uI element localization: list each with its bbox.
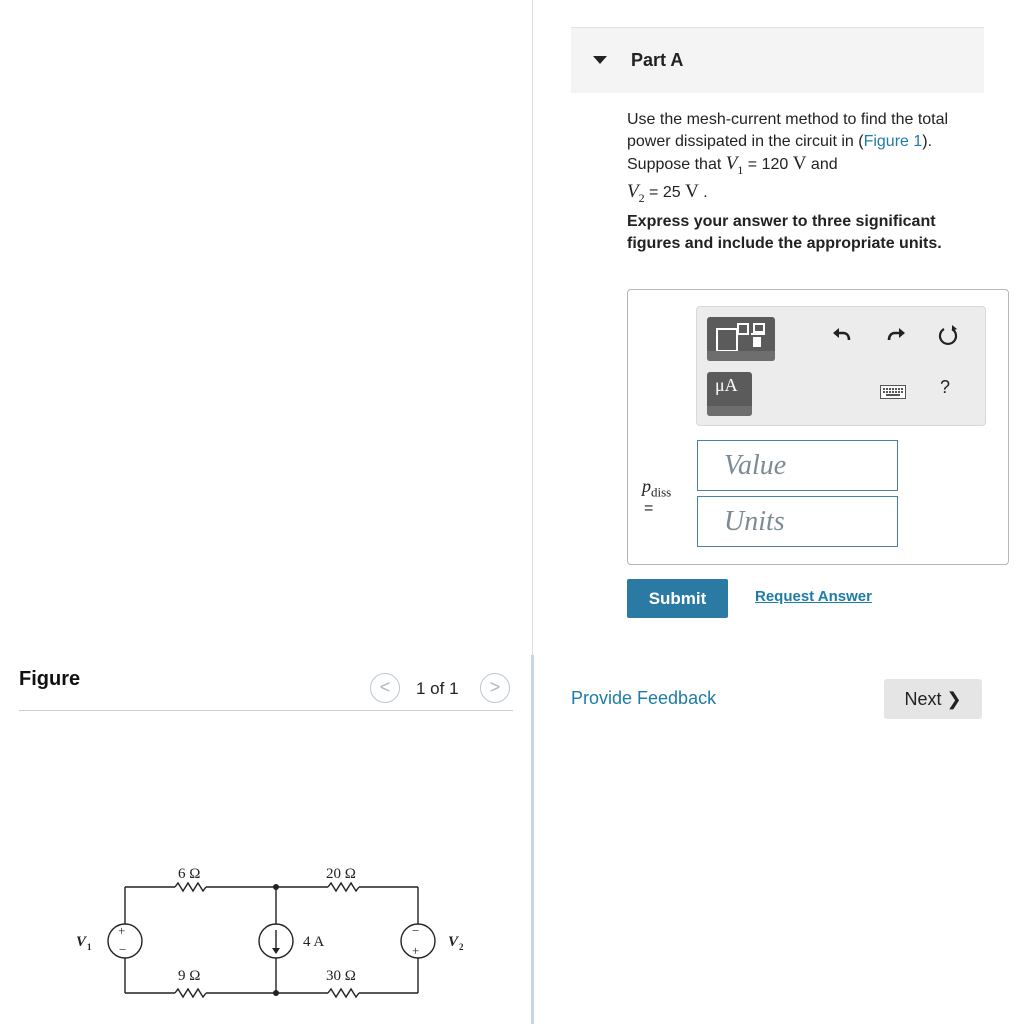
equals-sign: = <box>644 500 654 517</box>
panel-divider <box>532 0 533 655</box>
resistor-6-ohm-label: 6 Ω <box>178 866 201 882</box>
figure-divider <box>19 710 513 711</box>
part-a-header[interactable] <box>571 27 984 93</box>
v2-plus-sign: + <box>412 943 420 958</box>
next-button[interactable]: Next ❯ <box>884 679 982 719</box>
undo-icon[interactable] <box>830 323 854 347</box>
figure-counter: 1 of 1 <box>416 679 459 698</box>
variable-label: $p_{diss}$ <box>642 476 672 500</box>
v1-minus-sign: − <box>119 942 127 957</box>
v1-label: V <box>76 934 87 950</box>
help-button[interactable]: ? <box>940 377 951 397</box>
question-text: Use the mesh-current method to find the total power dissipated in the circuit in (Figure 1). Suppose that $V_1 = 120$ V and $V_2 = 25$ V . <box>627 111 949 205</box>
template-icon <box>716 328 738 352</box>
resistor-20-ohm-label: 20 Ω <box>326 866 356 882</box>
caret-down-icon[interactable] <box>593 56 607 64</box>
instruction-text: Express your answer to three significant figures and include the appropriate units. <box>627 213 942 252</box>
part-title: Part A <box>631 50 684 70</box>
submit-button[interactable]: Submit <box>627 579 728 618</box>
current-source-label: 4 A <box>303 934 325 950</box>
resistor-9-ohm-label: 9 Ω <box>178 968 201 984</box>
v1-sub: 1 <box>87 942 92 952</box>
resistor-30-ohm-label: 30 Ω <box>326 968 356 984</box>
v2-minus-sign: − <box>412 923 420 938</box>
reset-icon[interactable] <box>936 323 960 347</box>
value-input[interactable]: Value <box>697 440 898 491</box>
answer-box <box>627 289 1009 565</box>
keyboard-icon[interactable] <box>880 385 906 399</box>
panel-divider-lower <box>531 655 534 1024</box>
v1-plus-sign: + <box>118 923 126 938</box>
figure-title: Figure <box>19 668 81 690</box>
units-input[interactable]: Units <box>697 496 898 547</box>
v1-symbol: $V_1$ <box>725 153 744 177</box>
v2-symbol: $V_2$ <box>627 180 645 205</box>
templates-button[interactable] <box>707 317 775 361</box>
figure-prev-button[interactable]: < <box>370 673 400 703</box>
provide-feedback-link[interactable]: Provide Feedback <box>571 688 717 708</box>
redo-icon[interactable] <box>884 323 908 347</box>
math-toolbar <box>696 306 986 426</box>
request-answer-link[interactable]: Request Answer <box>755 588 872 605</box>
figure-next-button[interactable]: > <box>480 673 510 703</box>
units-button[interactable]: μA <box>707 372 752 416</box>
v2-label: V <box>448 934 459 950</box>
circuit-diagram <box>60 850 480 1010</box>
figure-link[interactable]: Figure 1 <box>863 133 923 150</box>
v2-sub: 2 <box>459 942 464 952</box>
